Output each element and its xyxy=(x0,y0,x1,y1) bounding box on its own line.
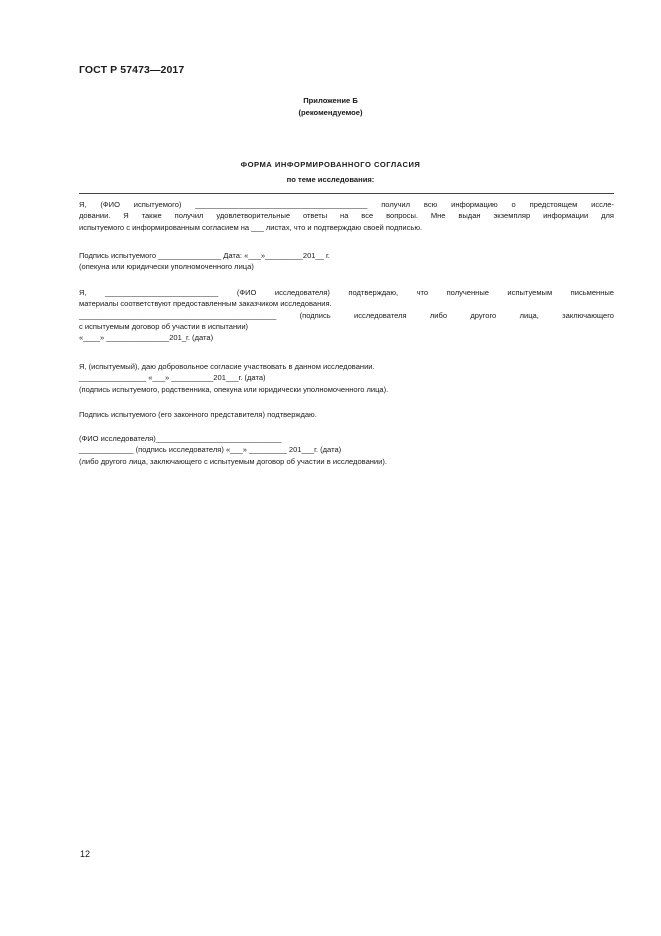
form-title: ФОРМА ИНФОРМИРОВАННОГО СОГЛАСИЯ xyxy=(240,160,421,169)
paragraph-researcher-signature xyxy=(79,433,614,467)
paragraph-tester-statement xyxy=(79,199,614,233)
annex-label: Приложение Б xyxy=(303,96,358,105)
paragraph-tester-signature xyxy=(79,250,614,273)
paragraph-representative-confirmation xyxy=(79,409,614,420)
text-line: (опекуна или юридически уполномоченного лица) xyxy=(79,262,254,272)
text-line: Подпись испытуемого _______________ Дата: «___»_________201__ г. xyxy=(79,251,330,260)
text-line: Я, ___________________________ (ФИО исследователя) подтверждаю, что полученные испытуемым письменные xyxy=(79,288,614,297)
text-line: довании. Я также получил удовлетворительные ответы на все вопросы. Мне выдан экземпляр информации для xyxy=(79,211,614,221)
text-line: с испытуемым договор об участии в испытании) xyxy=(79,321,249,331)
text-line: материалы соответствуют предоставленным заказчиком исследования. xyxy=(79,299,332,309)
topic-fill-line xyxy=(79,193,614,194)
text-line: «____» _______________201_г. (дата) xyxy=(79,333,214,343)
paragraph-voluntary-consent xyxy=(79,361,614,395)
text-line: испытуемого с информированным согласием на ___ листах, что и подтверждаю своей подписью. xyxy=(79,222,423,232)
text-line: (либо другого лица, заключающего с испытуемым договор об участии в исследовании). xyxy=(79,456,387,466)
page-number: 12 xyxy=(80,849,91,859)
standard-designation: ГОСТ Р 57473—2017 xyxy=(79,64,185,76)
text-line: _______________________________________________ (подпись исследователя либо другого лица, заключающего xyxy=(79,310,614,320)
text-line: (подпись испытуемого, родственника, опекуна или юридически уполномоченного лица). xyxy=(79,384,389,394)
paragraph-researcher-statement xyxy=(79,287,614,343)
text-line: (ФИО исследователя)______________________________ xyxy=(79,434,282,443)
text-line: Я, (испытуемый), даю добровольное согласие участвовать в данном исследовании. xyxy=(79,362,375,371)
form-topic: по теме исследования: xyxy=(286,175,375,184)
annex-type: (рекомендуемое) xyxy=(298,108,363,117)
text-line: ________________ «___» __________201___г. (дата) xyxy=(79,373,266,383)
text-line: Подпись испытуемого (его законного представителя) подтверждаю. xyxy=(79,410,317,419)
text-line: _____________ (подпись исследователя) «___» _________ 201___г. (дата) xyxy=(79,445,342,455)
text-line: Я, (ФИО испытуемого) _________________________________________ получил всю информацию о предстоящем иссле- xyxy=(79,200,614,209)
